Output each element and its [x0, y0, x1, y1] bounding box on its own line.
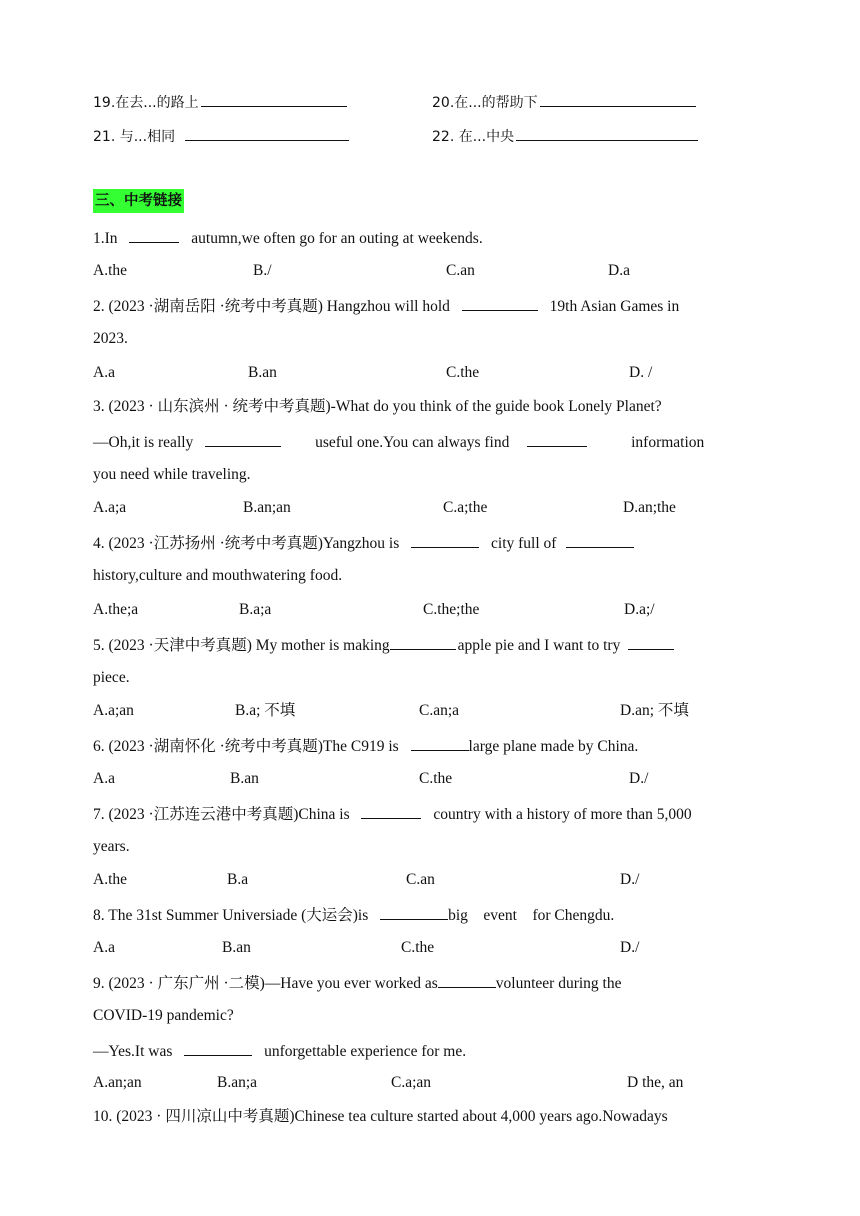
answer-blank[interactable] — [527, 431, 587, 447]
option-b[interactable]: B.a;a — [239, 601, 272, 618]
answer-blank[interactable] — [201, 91, 347, 107]
option-a[interactable]: A.the;a — [93, 601, 139, 618]
answer-blank[interactable] — [361, 803, 421, 819]
option-c[interactable]: C.the — [401, 939, 435, 956]
option-b[interactable]: B.a — [227, 871, 249, 888]
answer-blank[interactable] — [516, 125, 698, 141]
question-7: 7. (2023 ·江苏连云港中考真题)China is country with a history of more than 5,000 — [93, 803, 692, 825]
option-c[interactable]: C.an;a — [419, 702, 460, 719]
vocab-item-20: 20.在...的帮助下 — [432, 91, 698, 113]
option-a[interactable]: A.a — [93, 770, 115, 787]
option-d[interactable]: D the, an — [627, 1074, 684, 1091]
question-3-line3: you need while traveling. — [93, 466, 251, 483]
section-title: 三、中考链接 — [93, 189, 184, 213]
question-9-reply: —Yes.It was unforgettable experience for me. — [93, 1040, 466, 1062]
option-d[interactable]: D.a;/ — [624, 601, 655, 618]
question-7-cont: years. — [93, 838, 130, 855]
question-8: 8. The 31st Summer Universiade (大运会)is big event for Chengdu. — [93, 904, 614, 926]
option-b[interactable]: B.an — [222, 939, 251, 956]
option-b[interactable]: B./ — [253, 262, 272, 279]
option-c[interactable]: C.a;the — [443, 499, 488, 516]
option-c[interactable]: C.the — [446, 364, 480, 381]
option-d[interactable]: D./ — [620, 871, 640, 888]
option-b[interactable]: B.an — [248, 364, 277, 381]
option-a[interactable]: A.a;an — [93, 702, 134, 719]
option-a[interactable]: A.the — [93, 871, 128, 888]
vocab-item-19: 19.在去...的路上 — [93, 91, 349, 113]
option-b[interactable]: B.an — [230, 770, 259, 787]
answer-blank[interactable] — [462, 295, 538, 311]
option-b[interactable]: B.a; 不填 — [235, 702, 296, 719]
option-d[interactable]: D.an; 不填 — [620, 702, 689, 719]
question-3-line2: —Oh,it is really useful one.You can always find information — [93, 431, 704, 453]
vocab-item-21: 21. 与...相同 — [93, 125, 351, 147]
option-d[interactable]: D. / — [629, 364, 653, 381]
option-d[interactable]: D.a — [608, 262, 630, 279]
answer-blank[interactable] — [185, 125, 349, 141]
answer-blank[interactable] — [566, 532, 634, 548]
question-3: 3. (2023 · 山东滨州 · 统考中考真题)-What do you think of the guide book Lonely Planet? — [93, 398, 662, 415]
option-d[interactable]: D./ — [629, 770, 649, 787]
option-c[interactable]: C.an — [406, 871, 435, 888]
option-c[interactable]: C.a;an — [391, 1074, 432, 1091]
option-a[interactable]: A.the — [93, 262, 128, 279]
answer-blank[interactable] — [390, 634, 456, 650]
vocab-item-22: 22. 在...中央 — [432, 125, 700, 147]
option-d[interactable]: D./ — [620, 939, 640, 956]
answer-blank[interactable] — [205, 431, 281, 447]
answer-blank[interactable] — [129, 227, 179, 243]
answer-blank[interactable] — [628, 634, 674, 650]
answer-blank[interactable] — [411, 532, 479, 548]
question-2-cont: 2023. — [93, 330, 128, 347]
option-a[interactable]: A.an;an — [93, 1074, 142, 1091]
question-2: 2. (2023 ·湖南岳阳 ·统考中考真题) Hangzhou will hold 19th Asian Games in — [93, 295, 679, 317]
option-c[interactable]: C.the — [419, 770, 453, 787]
option-c[interactable]: C.an — [446, 262, 475, 279]
question-9-cont: COVID-19 pandemic? — [93, 1007, 234, 1024]
question-1: 1.In autumn,we often go for an outing at weekends. — [93, 227, 483, 249]
option-a[interactable]: A.a — [93, 364, 115, 381]
question-5: 5. (2023 ·天津中考真题) My mother is making apple pie and I want to try — [93, 634, 678, 656]
question-10: 10. (2023 · 四川凉山中考真题)Chinese tea culture started about 4,000 years ago.Nowadays — [93, 1108, 668, 1125]
answer-blank[interactable] — [184, 1040, 252, 1056]
answer-blank[interactable] — [438, 972, 496, 988]
option-b[interactable]: B.an;a — [217, 1074, 258, 1091]
option-d[interactable]: D.an;the — [623, 499, 676, 516]
answer-blank[interactable] — [380, 904, 448, 920]
question-9: 9. (2023 · 广东广州 ·二模)—Have you ever worked as volunteer during the — [93, 972, 622, 994]
question-6: 6. (2023 ·湖南怀化 ·统考中考真题)The C919 is large plane made by China. — [93, 735, 638, 757]
question-4: 4. (2023 ·江苏扬州 ·统考中考真题)Yangzhou is city full of — [93, 532, 640, 554]
answer-blank[interactable] — [540, 91, 696, 107]
option-a[interactable]: A.a;a — [93, 499, 127, 516]
answer-blank[interactable] — [411, 735, 469, 751]
option-c[interactable]: C.the;the — [423, 601, 480, 618]
question-5-cont: piece. — [93, 669, 130, 686]
option-a[interactable]: A.a — [93, 939, 115, 956]
question-4-cont: history,culture and mouthwatering food. — [93, 567, 343, 584]
option-b[interactable]: B.an;an — [243, 499, 291, 516]
